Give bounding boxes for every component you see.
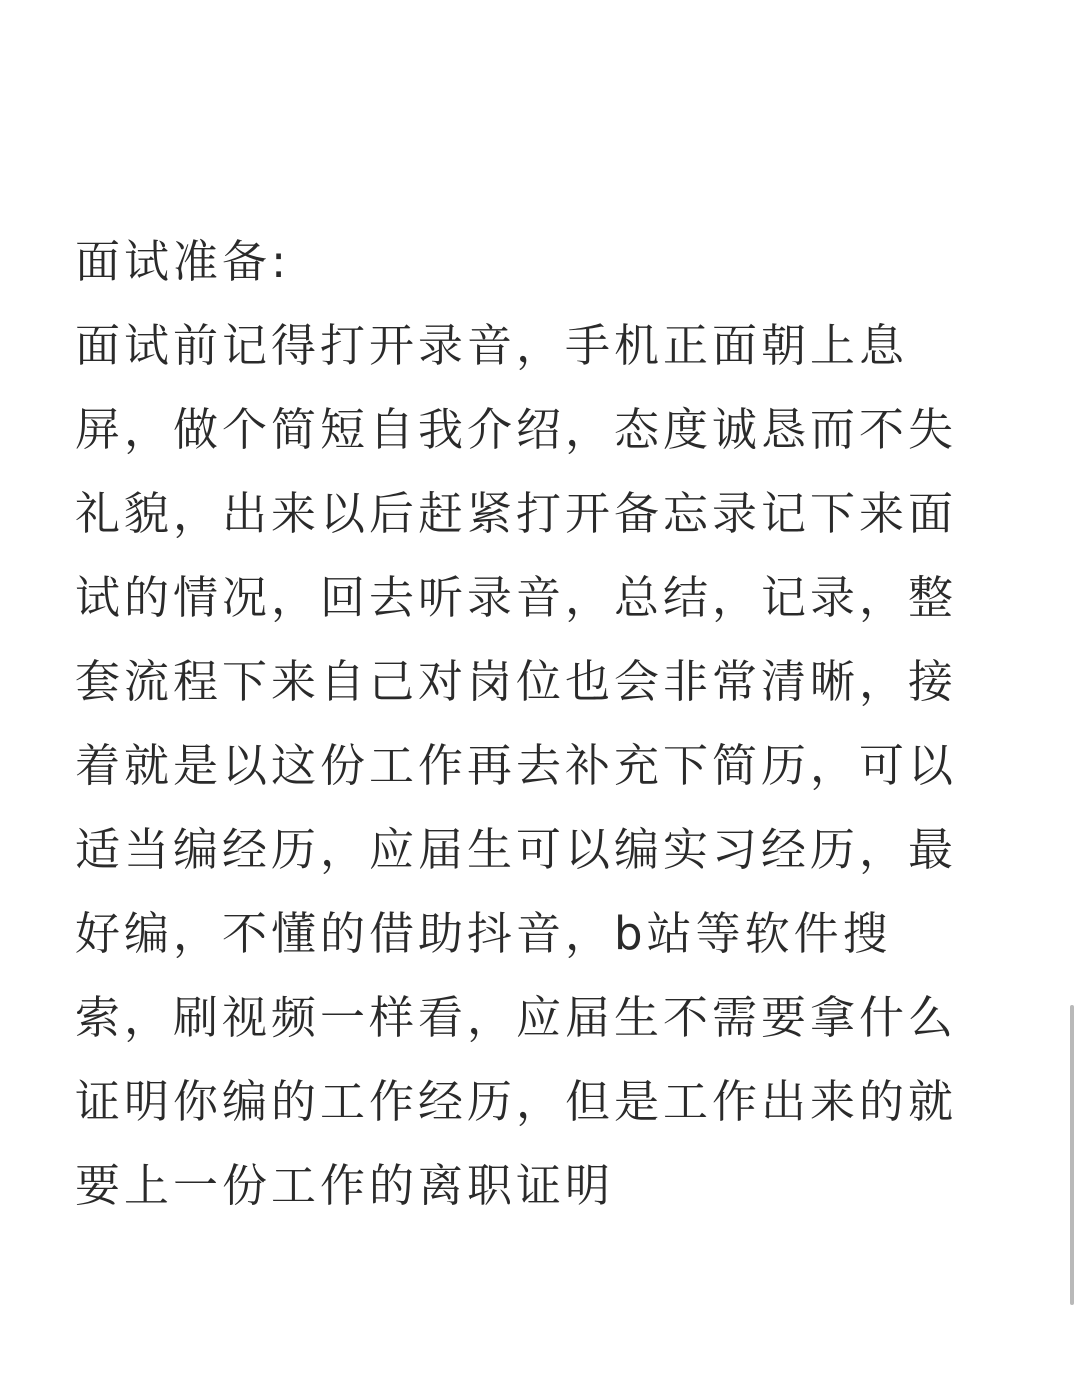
note-line: 礼貌，出来以后赶紧打开备忘录记下来面 xyxy=(75,487,958,540)
note-line: 好编，不懂的借助抖音，b站等软件搜 xyxy=(75,907,892,960)
scrollbar[interactable] xyxy=(1070,1005,1076,1305)
note-line: 套流程下来自己对岗位也会非常清晰，接 xyxy=(75,655,958,708)
note-line: 试的情况，回去听录音，总结，记录，整 xyxy=(75,571,958,624)
note-line: 着就是以这份工作再去补充下简历，可以 xyxy=(75,739,958,792)
note-line: 索，刷视频一样看，应届生不需要拿什么 xyxy=(75,991,958,1044)
note-line: 面试前记得打开录音，手机正面朝上息 xyxy=(75,319,909,372)
note-line: 证明你编的工作经历，但是工作出来的就 xyxy=(75,1075,958,1128)
note-line: 屏，做个简短自我介绍，态度诚恳而不失 xyxy=(75,403,958,456)
scrollbar-thumb[interactable] xyxy=(1070,1005,1074,1305)
note-line: 适当编经历，应届生可以编实习经历，最 xyxy=(75,823,958,876)
note-line: 要上一份工作的离职证明 xyxy=(75,1159,615,1212)
note-body xyxy=(75,220,1005,1228)
note-heading: 面试准备: xyxy=(75,235,291,288)
